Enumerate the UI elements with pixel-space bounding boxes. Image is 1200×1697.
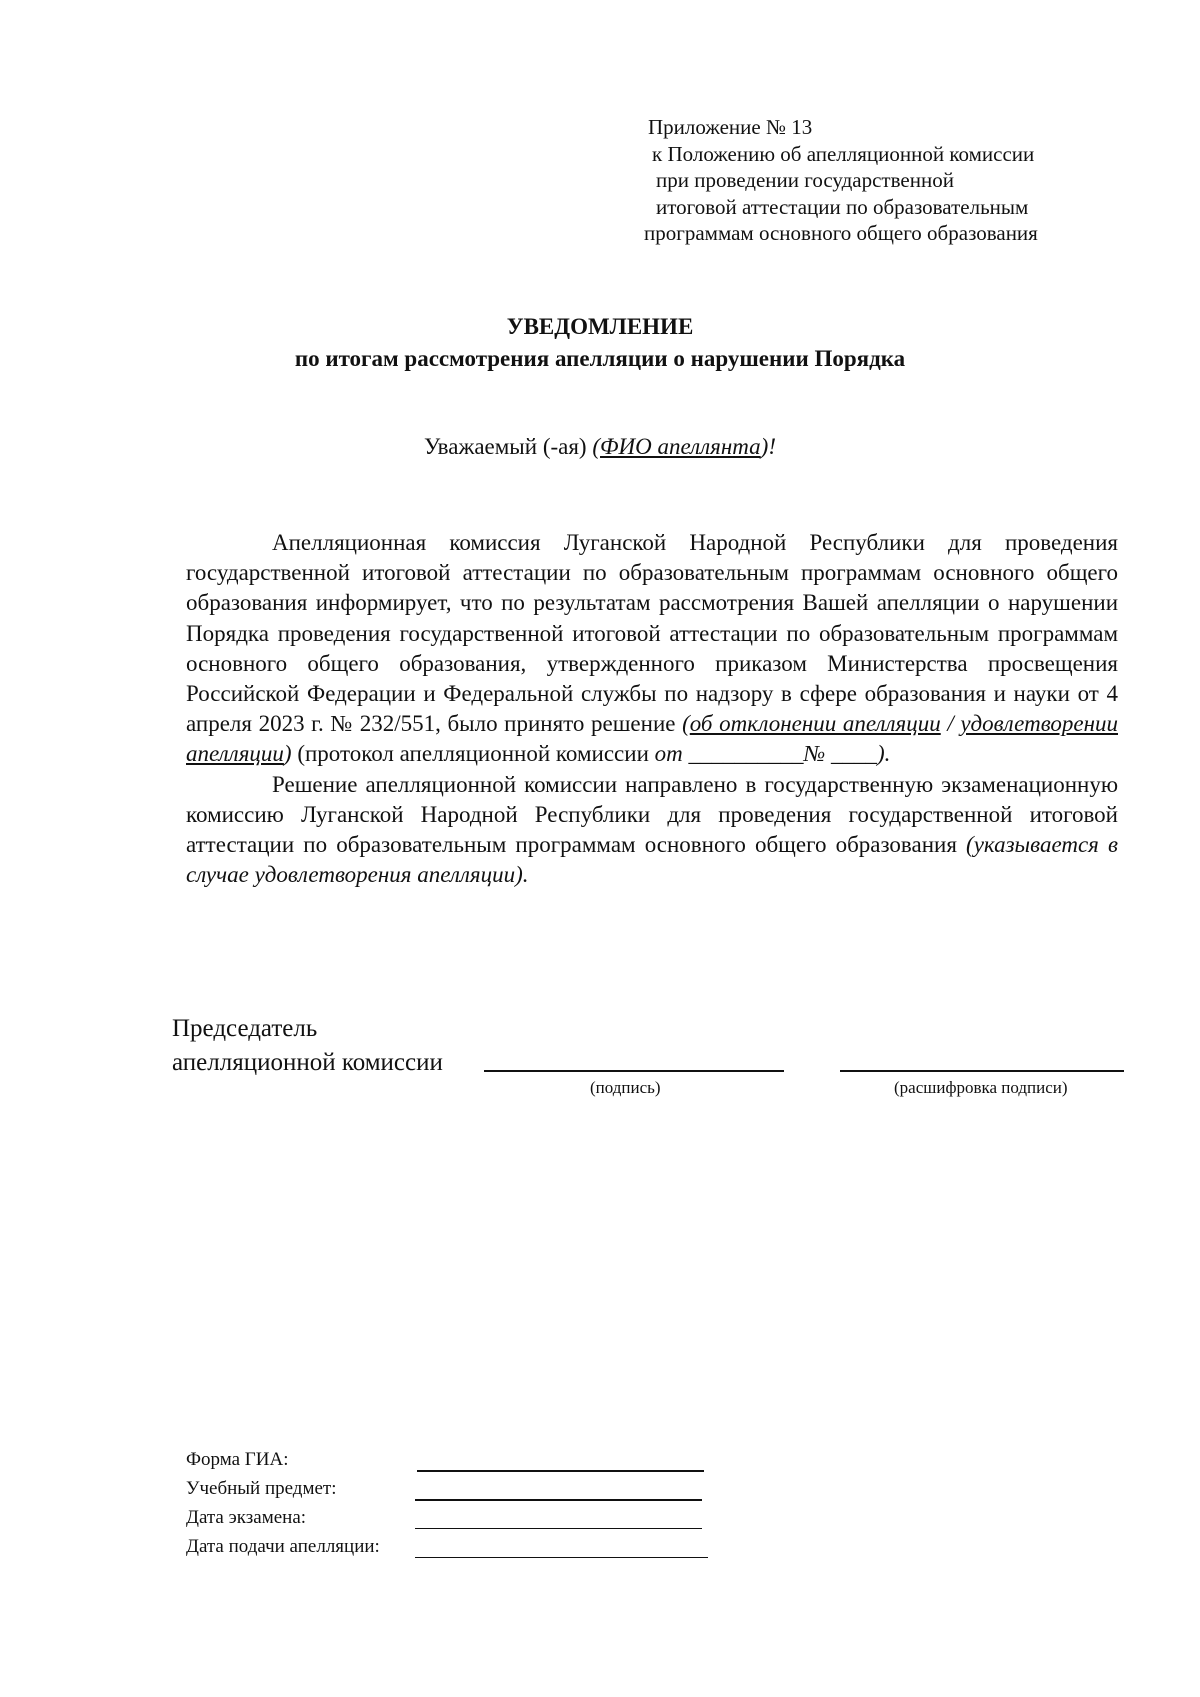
greeting-prefix: Уважаемый (-ая)	[423, 434, 593, 459]
notice-body	[186, 528, 1118, 890]
options-separator: /	[940, 711, 961, 737]
options-close: )	[283, 741, 292, 767]
signature-caption: (подпись)	[590, 1078, 661, 1097]
protocol-from-label: от	[654, 741, 683, 767]
appendix-line: программам основного общего образования	[644, 221, 1038, 245]
paragraph-decision	[186, 528, 1118, 770]
paragraph-note: (указывается в случае удовлетворения апелляции).	[186, 832, 1118, 888]
gia-form-label: Форма ГИА:	[186, 1449, 289, 1470]
appeal-date-line	[415, 1557, 708, 1558]
form-fields	[186, 1445, 380, 1561]
appellant-name-placeholder: ФИО апеллянта	[600, 434, 761, 459]
commission-label: апелляционной комиссии	[172, 1049, 443, 1076]
options-open: (	[682, 711, 690, 737]
signature-decoding-caption: (расшифровка подписи)	[894, 1078, 1068, 1097]
protocol-end: ).	[876, 741, 891, 767]
document-title: УВЕДОМЛЕНИЕ	[506, 314, 694, 339]
protocol-number-label: №	[803, 741, 826, 767]
paragraph-text: Апелляционная комиссия Луганской Народной Республики для проведения государственной итоговой аттестации по образовательным программам основного общего образования информирует, что по результатам рассмотрения Вашей апелляции о нарушении Порядка проведения государственной итоговой аттестации по образовательным программам основного общего образования, утвержденного приказом Министерства просвещения Российской Федерации и Федеральной службы по надзору в сфере образования и науки от 4 апреля 2023 г. № 232/551, было принято решение	[186, 530, 1118, 737]
appendix-line: к Положению об апелляционной комиссии	[652, 141, 1035, 166]
greeting-open: (	[592, 434, 601, 459]
subject-label: Учебный предмет:	[186, 1478, 337, 1499]
appeal-date-label: Дата подачи апелляции:	[186, 1536, 380, 1557]
appendix-header	[644, 114, 1038, 247]
paragraph-direction	[186, 770, 1118, 891]
document-subtitle: по итогам рассмотрения апелляции о нарушении Порядка	[294, 346, 906, 371]
appendix-line: итоговой аттестации по образовательным	[656, 194, 1029, 219]
protocol-date-blank: __________	[688, 741, 804, 767]
gia-form-line	[417, 1470, 704, 1472]
signature-decoding-line	[840, 1070, 1124, 1072]
greeting	[0, 434, 1200, 460]
signature-line	[484, 1070, 784, 1072]
exam-date-line	[415, 1528, 702, 1529]
appendix-number: Приложение № 13	[648, 115, 813, 139]
chairman-label: Председатель	[172, 1015, 318, 1042]
option-satisfy: удовлетворении апелляции	[186, 711, 1118, 767]
greeting-close: )!	[760, 434, 776, 459]
subject-line	[415, 1499, 702, 1501]
protocol-text: (протокол апелляционной комиссии	[291, 741, 655, 767]
exam-date-label: Дата экзамена:	[186, 1507, 307, 1528]
paragraph-text: Решение апелляционной комиссии направлено в государственную экзаменационную комиссию Луганской Народной Республики для проведения государственной итоговой аттестации по образовательным программам основного общего образования	[186, 771, 1118, 858]
signature-block	[172, 1012, 443, 1080]
appendix-line: при проведении государственной	[656, 168, 954, 192]
protocol-number-blank: ____	[830, 741, 877, 767]
option-reject: об отклонении апелляции	[689, 711, 941, 737]
